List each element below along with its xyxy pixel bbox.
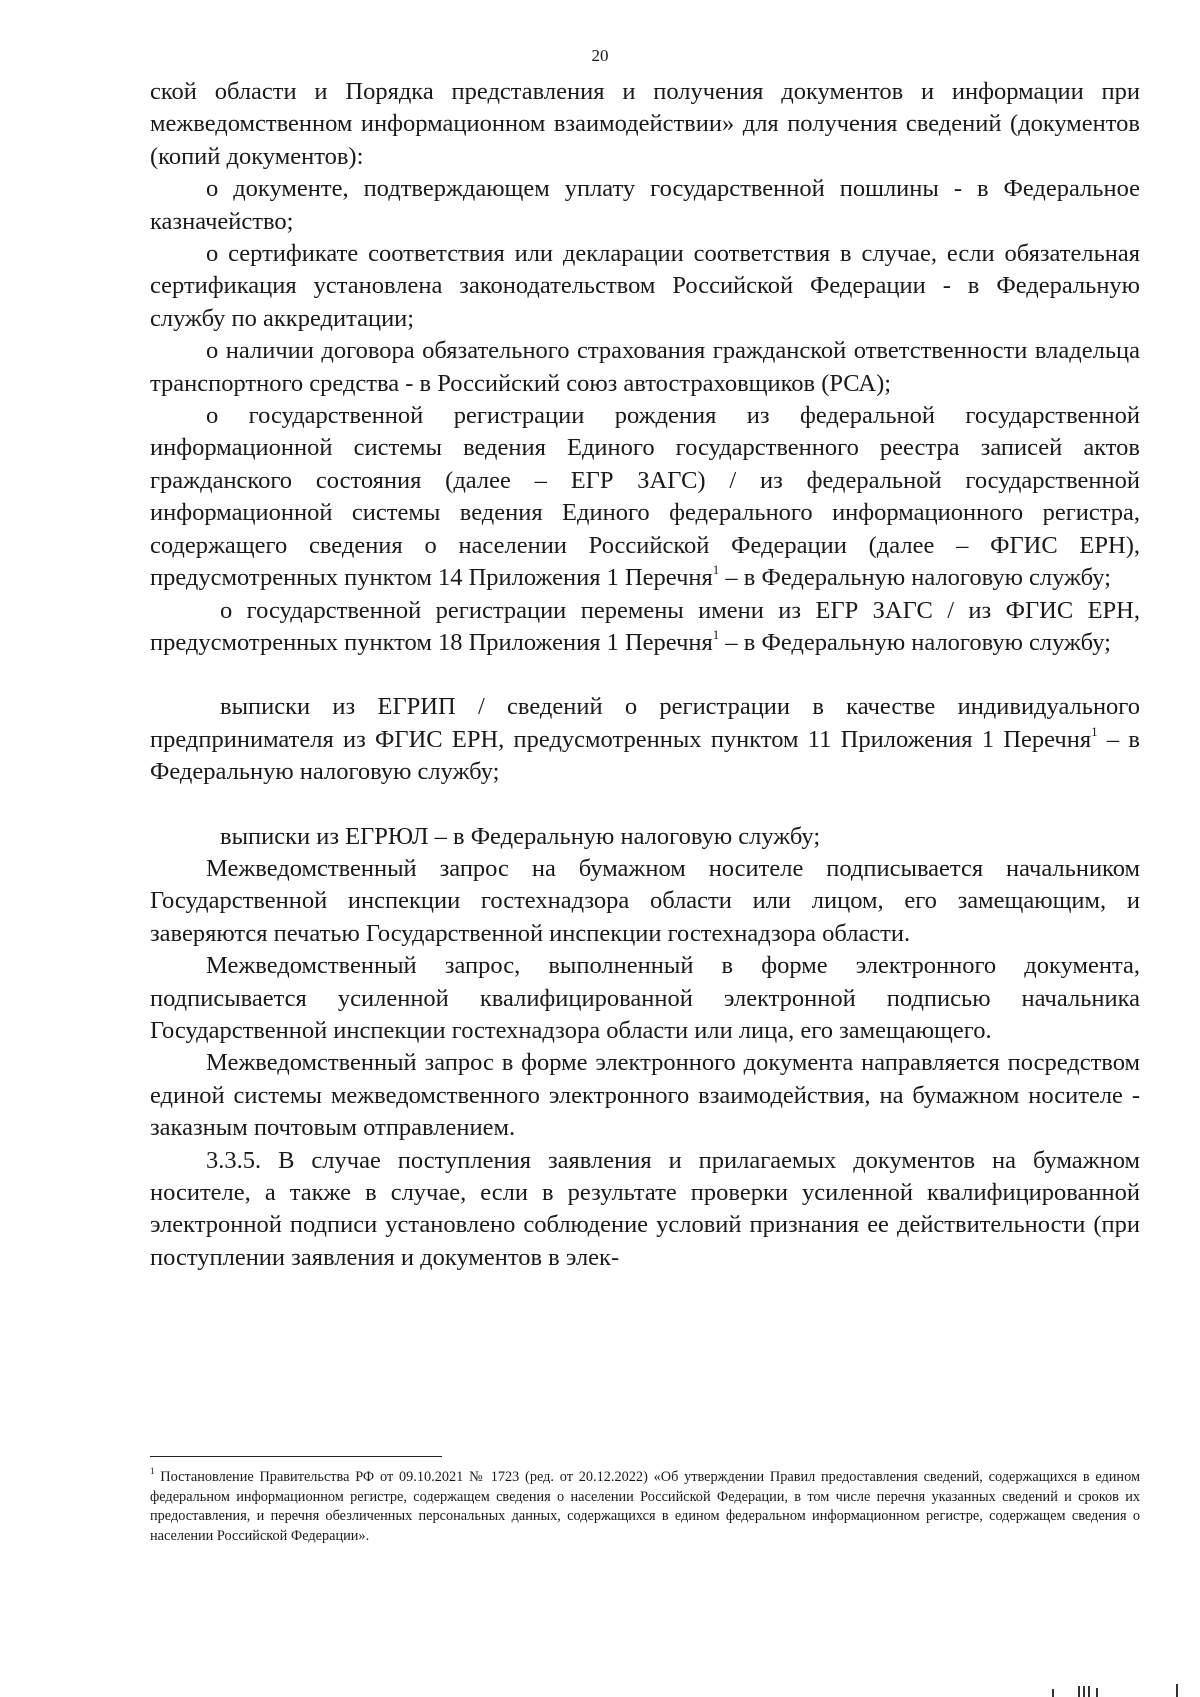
- paragraph-4: о наличии договора обязательного страхования гражданской ответственности владельца транспортного средства - в Российский союз автостраховщиков (РСА);: [150, 337, 1140, 397]
- footnote-separator: [150, 1456, 442, 1457]
- footnote-reference: 1: [712, 561, 720, 577]
- paragraph-6-text: о государственной регистрации перемены имени из ЕГР ЗАГС / из ФГИС ЕРН, предусмотренных пунктом 18 Приложения 1 Перечня: [150, 596, 1140, 656]
- paragraph-6-tail: – в Федеральную налоговую службу;: [719, 628, 1111, 656]
- page-number: 20: [591, 46, 609, 65]
- paragraph-12: 3.3.5. В случае поступления заявления и прилагаемых документов на бумажном носителе, а также в случае, если в результате проверки усиленной квалифицированной электронной подписи установлено соблюдение условий признания ее действительности (при поступлении заявления и документов в элек-: [150, 1146, 1140, 1271]
- paragraph-7: [150, 691, 1140, 788]
- document-body: [150, 76, 1140, 1274]
- paragraph-8: выписки из ЕГРЮЛ – в Федеральную налоговую службу;: [220, 822, 821, 850]
- footnote: [150, 1468, 1140, 1546]
- paragraph-5-text: о государственной регистрации рождения из федеральной государственной информационной системы ведения Единого государственного реестра записей актов гражданского состояния (далее – ЕГР ЗАГС) / из федеральной государственной информационной системы ведения Единого федерального информационного регистра, содержащего сведения о населении Российской Федерации (далее – ФГИС ЕРН), предусмотренных пунктом 14 Приложения 1 Перечня: [150, 402, 1140, 592]
- paragraph-7-tail: – в Федеральную налоговую службу;: [150, 725, 1140, 786]
- paragraph-5: [150, 400, 1140, 594]
- paragraph-1: ской области и Порядка представления и получения документов и информации при межведомственном информационном взаимодействии» для получения сведений (документов (копий документов):: [150, 78, 1140, 170]
- paragraph-10: Межведомственный запрос, выполненный в форме электронного документа, подписывается усиленной квалифицированной электронной подписью начальника Государственной инспекции гостехнадзора области или лица, его замещающего.: [150, 952, 1140, 1044]
- footnote-text: Постановление Правительства РФ от 09.10.2021 № 1723 (ред. от 20.12.2022) «Об утверждении Правил предоставления сведений, содержащихся в едином федеральном информационном регистре, содержащем сведения о населении Российской Федерации, в том числе перечня указанных сведений и сроков их предоставления, и перечня обезличенных персональных данных, содержащихся в едином федеральном информационном регистре, содержащем сведения о населении Российской Федерации».: [150, 1469, 1140, 1544]
- paragraph-11: Межведомственный запрос в форме электронного документа направляется посредством единой системы межведомственного электронного взаимодействия, на бумажном носителе - заказным почтовым отправлением.: [150, 1049, 1140, 1142]
- paragraph-6: [150, 595, 1140, 660]
- scan-barcode-marks: [1040, 1684, 1190, 1697]
- paragraph-3: о сертификате соответствия или декларации соответствия в случае, если обязательная сертификация установлена законодательством Российской Федерации - в Федеральную службу по аккредитации;: [150, 240, 1140, 332]
- footnote-mark: 1: [150, 1466, 155, 1477]
- paragraph-5-tail: – в Федеральную налоговую службу;: [719, 564, 1111, 592]
- footnote-reference: 1: [712, 626, 720, 642]
- paragraph-7-text: выписки из ЕГРИП / сведений о регистрации в качестве индивидуального предпринимателя из ФГИС ЕРН, предусмотренных пунктом 11 Приложения 1 Перечня: [150, 693, 1140, 753]
- paragraph-9: Межведомственный запрос на бумажном носителе подписывается начальником Государственной инспекции гостехнадзора области или лицом, его замещающим, и заверяются печатью Государственной инспекции гостехнадзора области.: [150, 854, 1140, 947]
- paragraph-2: о документе, подтверждающем уплату государственной пошлины - в Федеральное казначейство;: [150, 175, 1140, 235]
- footnote-reference: 1: [1091, 723, 1098, 739]
